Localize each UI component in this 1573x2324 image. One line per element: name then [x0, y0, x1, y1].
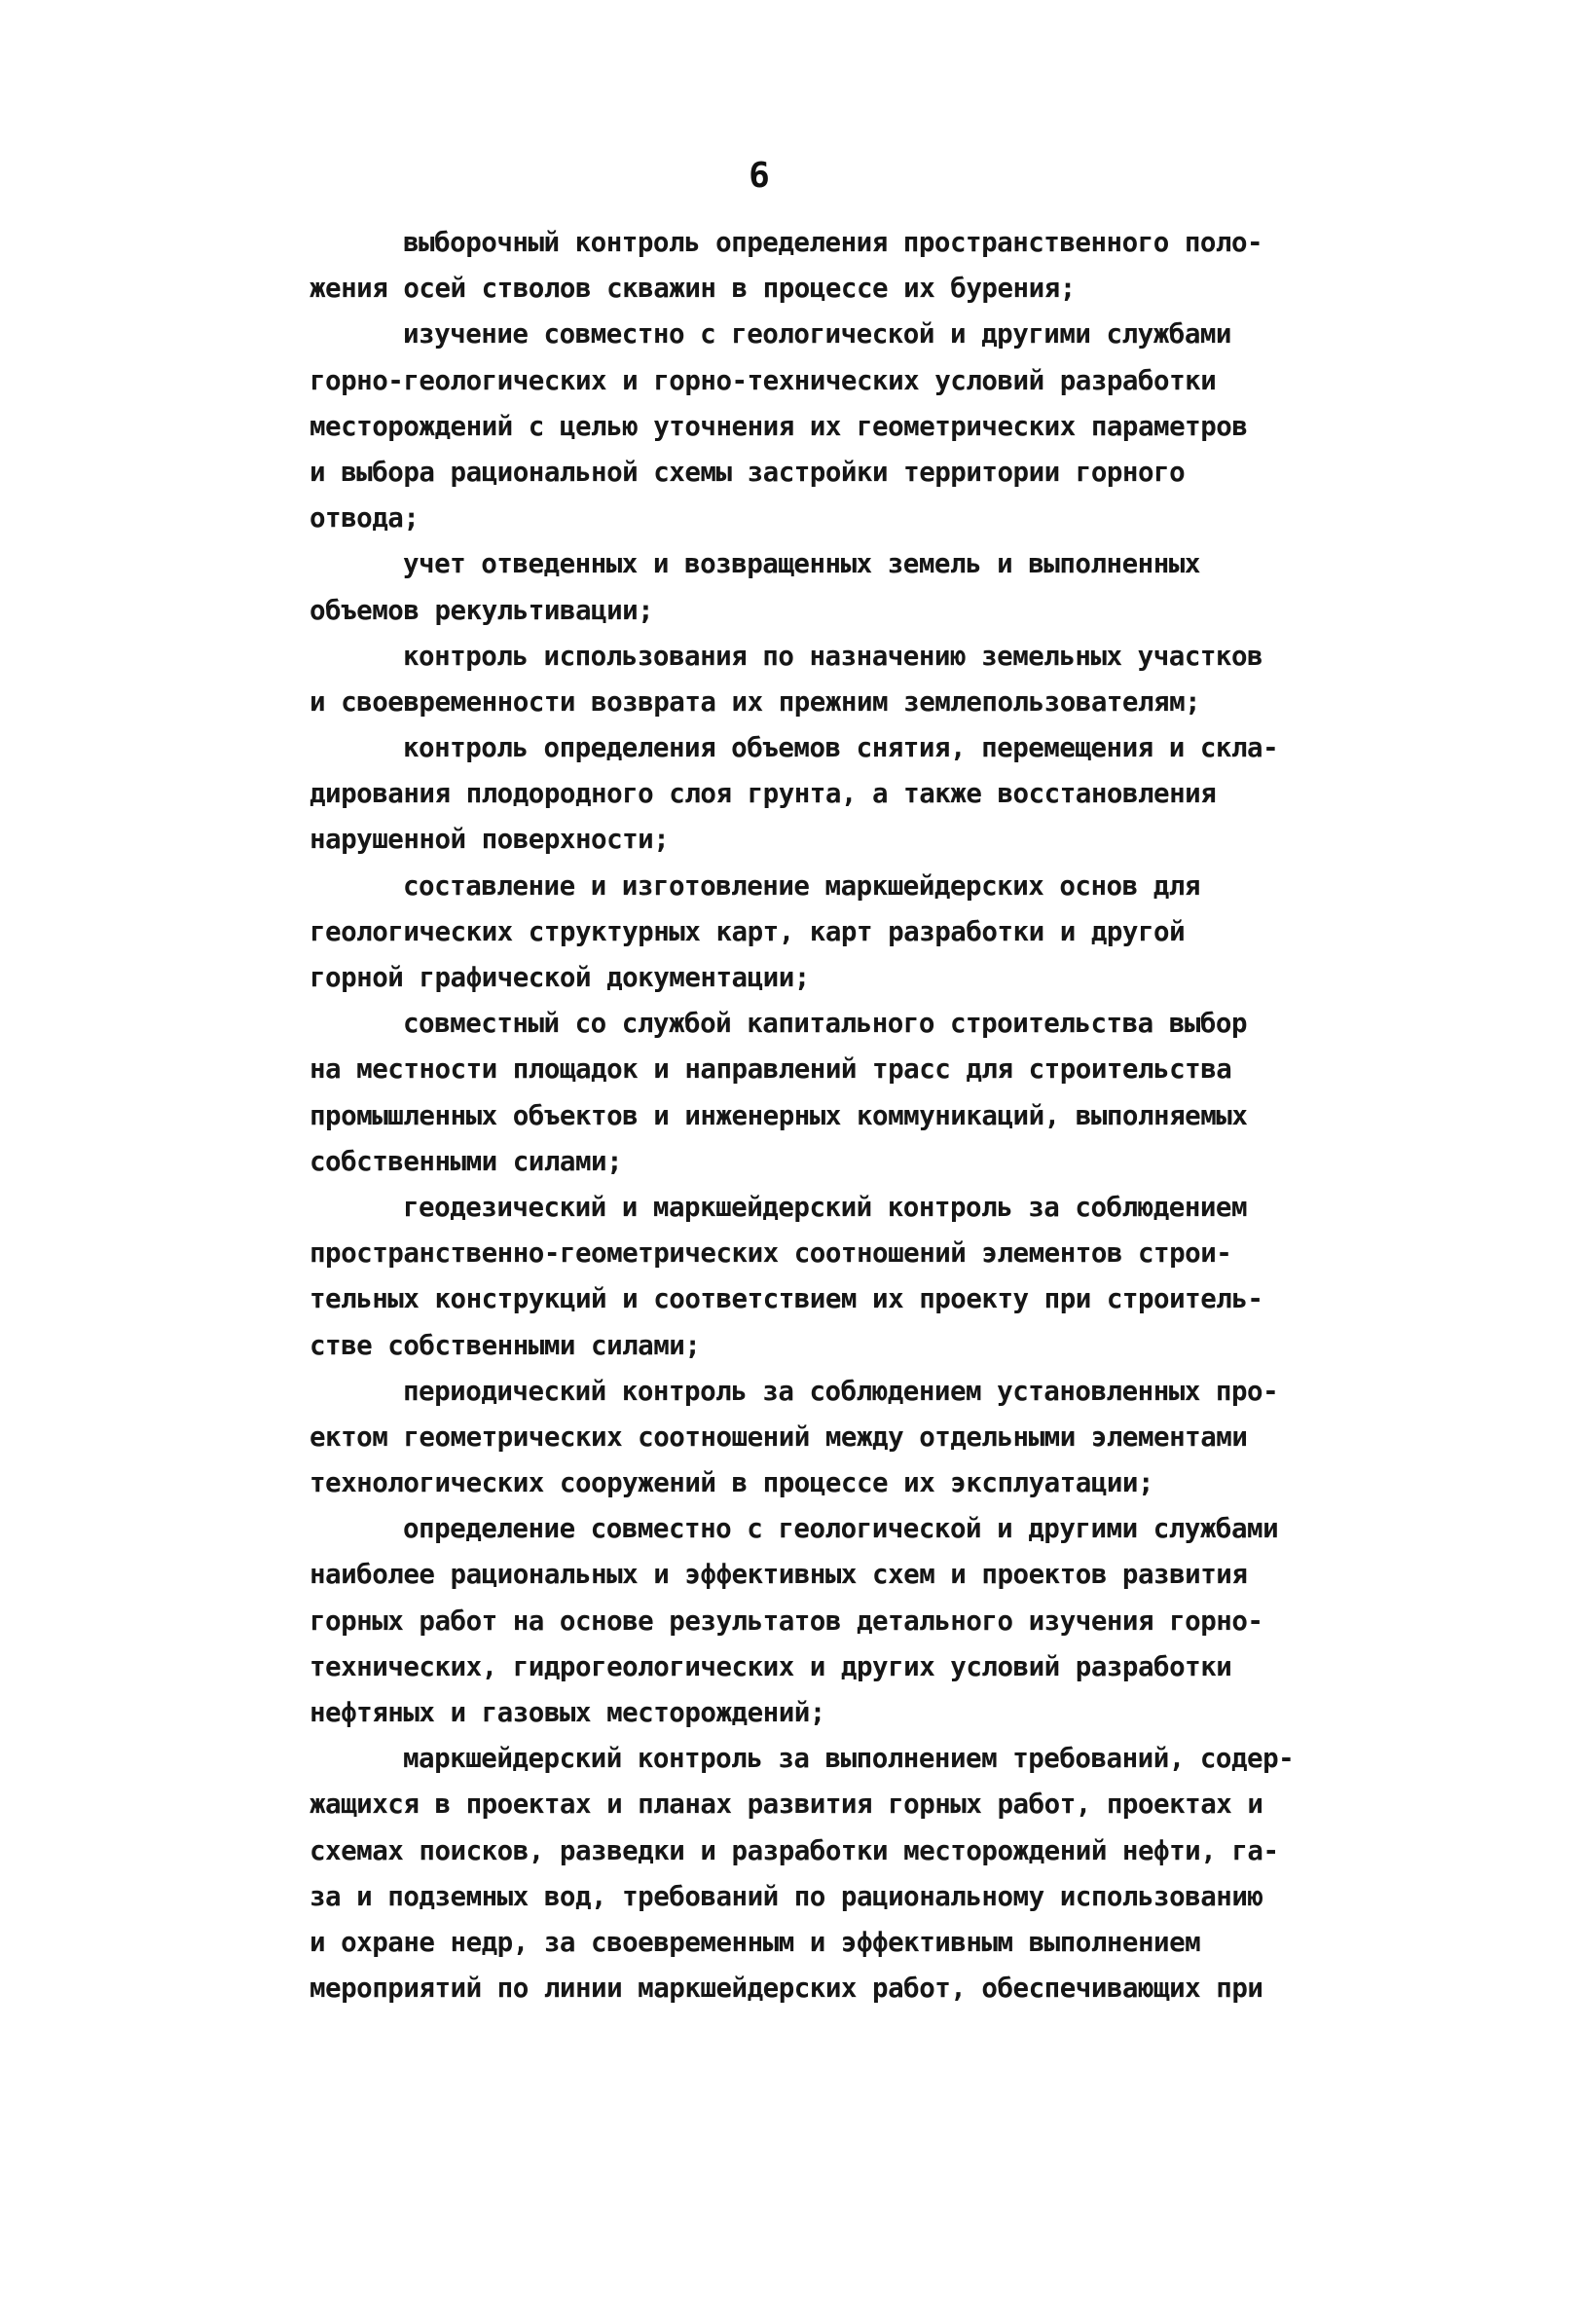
text-line: наиболее рациональных и эффективных схем и проектов развития [310, 1559, 1248, 1591]
text-line: совместный со службой капитального строительства выбор [403, 1008, 1248, 1040]
text-line: горно-геологических и горно-технических условий разработки [310, 364, 1217, 396]
text-line: геодезический и маркшейдерский контроль за соблюдением [403, 1191, 1248, 1223]
text-line: ектом геометрических соотношений между отдельными элементами [310, 1420, 1248, 1453]
page-number: 6 [749, 156, 770, 196]
text-line: отвода; [310, 502, 420, 535]
text-line: мероприятий по линии маркшейдерских работ, обеспечивающих при [310, 1973, 1263, 2005]
text-line: жения осей стволов скважин в процессе их бурения; [310, 273, 1076, 305]
text-line: стве собственными силами; [310, 1329, 701, 1361]
text-line: контроль использования по назначению земельных участков [403, 640, 1263, 672]
text-line: технических, гидрогеологических и других условий разработки [310, 1650, 1232, 1682]
body-text [310, 220, 1458, 2011]
text-line: пространственно-геометрических соотношений элементов строи- [310, 1237, 1232, 1270]
text-line: на местности площадок и направлений трасс для строительства [310, 1053, 1232, 1086]
text-line: маркшейдерский контроль за выполнением требований, содер- [403, 1743, 1295, 1775]
text-line: периодический контроль за соблюдением установленных про- [403, 1375, 1279, 1407]
text-line: контроль определения объемов снятия, перемещения и скла- [403, 732, 1279, 764]
text-line: объемов рекультивации; [310, 594, 654, 626]
text-line: выборочный контроль определения пространственного поло- [403, 227, 1263, 258]
text-line: нефтяных и газовых месторождений; [310, 1697, 825, 1728]
text-line: и охране недр, за своевременным и эффективным выполнением [310, 1926, 1201, 1958]
text-line: жащихся в проектах и планах развития горных работ, проектах и [310, 1789, 1263, 1821]
text-line: горных работ на основе результатов детального изучения горно- [310, 1605, 1263, 1637]
text-line: и выбора рациональной схемы застройки территории горного [310, 456, 1186, 488]
text-line: собственными силами; [310, 1145, 623, 1177]
text-line: горной графической документации; [310, 962, 810, 993]
text-line: нарушенной поверхности; [310, 824, 670, 856]
text-line: схемах поисков, разведки и разработки месторождений нефти, га- [310, 1834, 1279, 1866]
text-line: определение совместно с геологической и другими службами [403, 1513, 1279, 1545]
text-line: тельных конструкций и соответствием их проекту при строитель- [310, 1283, 1263, 1315]
text-line: учет отведенных и возвращенных земель и выполненных [403, 548, 1200, 580]
text-line: за и подземных вод, требований по рациональному использованию [310, 1880, 1263, 1912]
text-line: составление и изготовление маркшейдерских основ для [403, 869, 1200, 902]
text-line: и своевременности возврата их прежним землепользователям; [310, 685, 1201, 718]
text-line: промышленных объектов и инженерных коммуникаций, выполняемых [310, 1099, 1248, 1131]
text-line: месторождений с целью уточнения их геометрических параметров [310, 410, 1248, 442]
text-line: геологических структурных карт, карт разработки и другой [310, 915, 1186, 947]
text-line: технологических сооружений в процессе их эксплуатации; [310, 1467, 1154, 1499]
text-line: дирования плодородного слоя грунта, а также восстановления [310, 778, 1217, 810]
text-line: изучение совместно с геологической и другими службами [403, 318, 1231, 350]
